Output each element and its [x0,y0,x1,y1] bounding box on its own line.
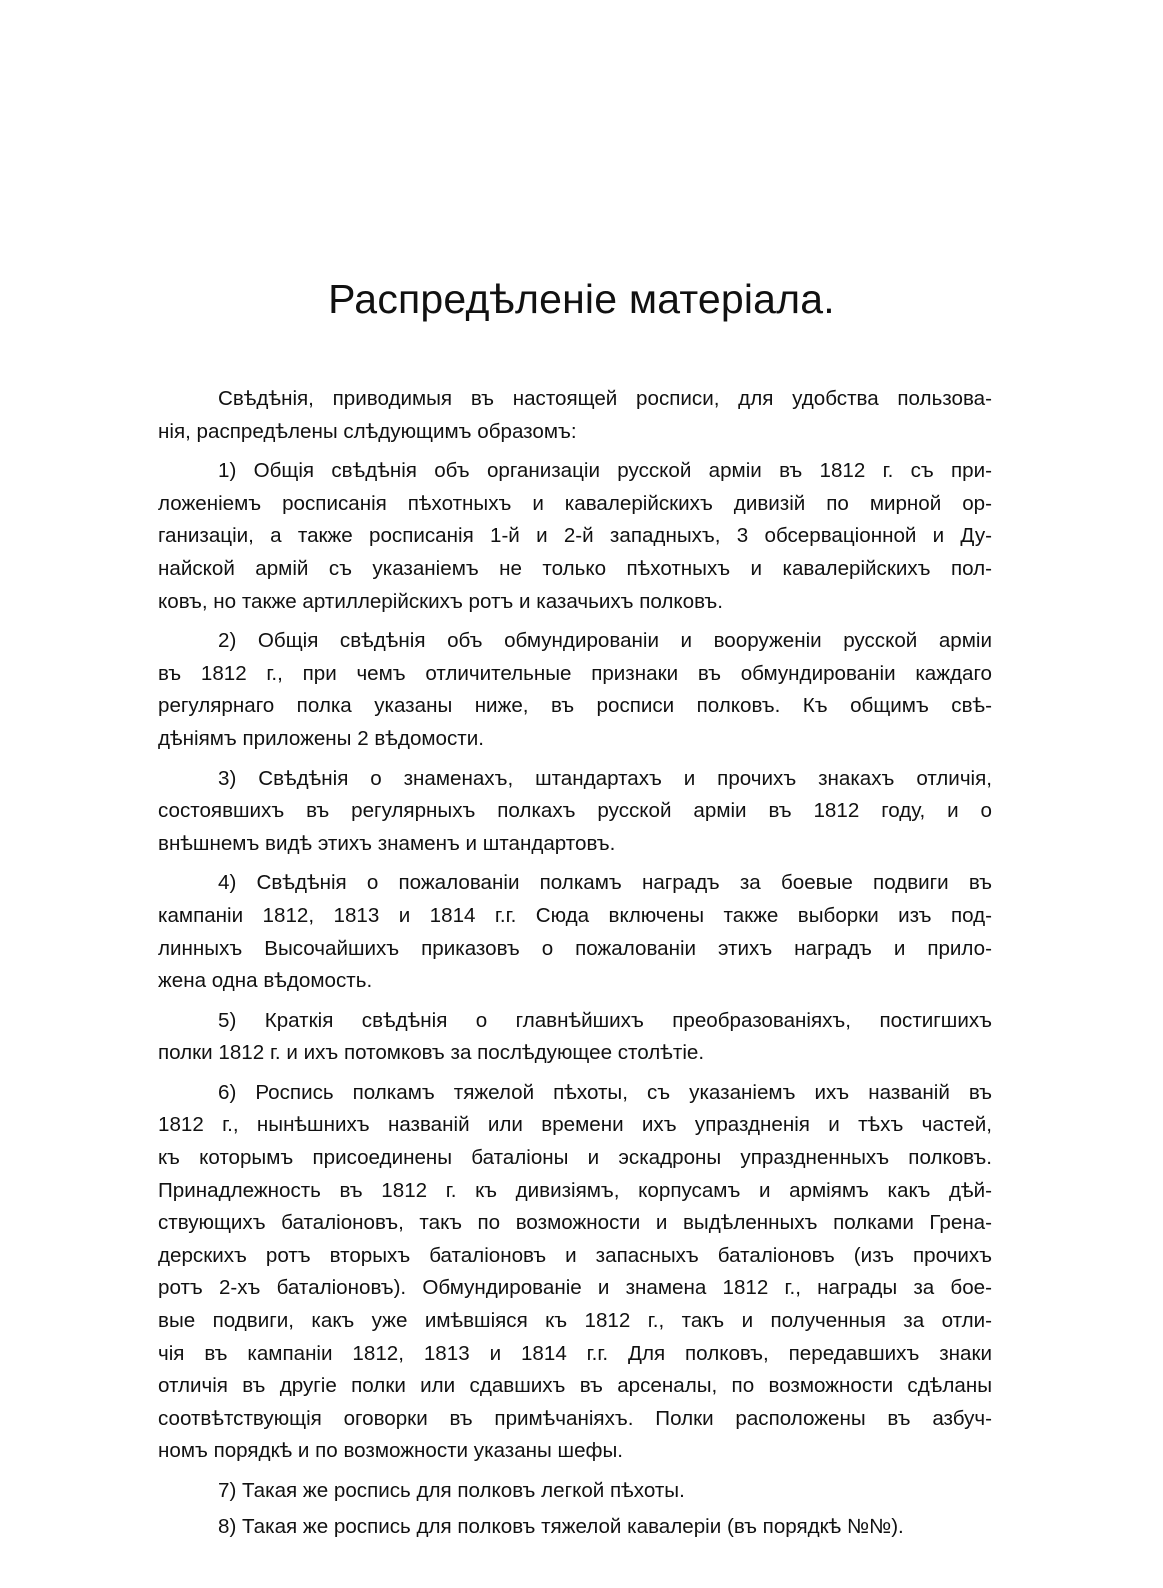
paragraph [158,763,992,861]
text-line: чія въ кампаніи 1812, 1813 и 1814 г.г. Для полковъ, передавшихъ знаки [158,1341,992,1365]
text-line: состоявшихъ въ регулярныхъ полкахъ русской арміи въ 1812 году, и о [158,799,992,823]
paragraph [158,625,992,755]
paragraph [158,1511,992,1544]
text-line: 1812 г., нынѣшнихъ названій или времени ихъ упраздненія и тѣхъ частей, [158,1113,992,1137]
text-line: регулярнаго полка указаны ниже, въ росписи полковъ. Къ общимъ свѣ- [158,694,992,718]
text-line: Принадлежность въ 1812 г. къ дивизіямъ, корпусамъ и арміямъ какъ дѣй- [158,1178,992,1202]
text-line: 2) Общія свѣдѣнія объ обмундированіи и вооруженіи русской арміи [218,629,992,653]
text-line: полки 1812 г. и ихъ потомковъ за послѣдующее столѣтіе. [158,1041,705,1065]
text-line: 8) Такая же роспись для полковъ тяжелой кавалеріи (въ порядкѣ №№). [218,1514,904,1538]
paragraph [158,1475,992,1508]
paragraph [158,1077,992,1468]
text-line: вые подвиги, какъ уже имѣвшіяся къ 1812 г., такъ и полученныя за отли- [158,1309,992,1333]
text-line: 6) Роспись полкамъ тяжелой пѣхоты, съ указаніемъ ихъ названій въ [218,1080,992,1104]
text-line: 4) Свѣдѣнія о пожалованіи полкамъ наградъ за боевые подвиги въ [218,871,992,895]
text-line: ложеніемъ росписанія пѣхотныхъ и кавалерійскихъ дивизій по мирной ор- [158,491,992,515]
text-line: ротъ 2-хъ баталіоновъ). Обмундированіе и знамена 1812 г., награды за бое- [158,1276,992,1300]
text-line: ганизаціи, а также росписанія 1-й и 2-й западныхъ, 3 обсерваціонной и Ду- [158,524,992,548]
text-line: отличія въ другіе полки или сдавшихъ въ арсеналы, по возможности сдѣланы [158,1374,992,1398]
page-title: Распредѣленіе матеріала. [328,276,835,322]
text-line: къ которымъ присоединены баталіоны и эскадроны упраздненныхъ полковъ. [158,1146,992,1170]
paragraph [158,867,992,997]
text-line: 1) Общія свѣдѣнія объ организаціи русской арміи въ 1812 г. съ при- [218,459,992,483]
text-line: линныхъ Высочайшихъ приказовъ о пожалованіи этихъ наградъ и прило- [158,936,992,960]
text-line: нія, распредѣлены слѣдующимъ образомъ: [158,419,577,443]
text-line: жена одна вѣдомость. [158,969,373,993]
text-line: номъ порядкѣ и по возможности указаны шефы. [158,1439,623,1463]
text-line: соотвѣтствующія оговорки въ примѣчаніяхъ. Полки расположены въ азбуч- [158,1406,992,1430]
text-line: въ 1812 г., при чемъ отличительные признаки въ обмундированіи каждаго [158,661,992,685]
text-line: 3) Свѣдѣнія о знаменахъ, штандартахъ и прочихъ знакахъ отличія, [218,766,992,790]
text-line: найской армій съ указаніемъ не только пѣхотныхъ и кавалерійскихъ пол- [158,556,992,580]
text-line: 7) Такая же роспись для полковъ легкой пѣхоты. [218,1479,685,1502]
paragraph [158,1005,992,1070]
text-line: кампаніи 1812, 1813 и 1814 г.г. Сюда включены также выборки изъ под- [158,903,992,927]
text-line: дерскихъ ротъ вторыхъ баталіоновъ и запасныхъ баталіоновъ (изъ прочихъ [158,1243,992,1267]
paragraph [158,455,992,618]
text-line: Свѣдѣнія, приводимыя въ настоящей росписи, для удобства пользова- [218,387,992,410]
text-line: 5) Краткія свѣдѣнія о главнѣйшихъ преобразованіяхъ, постигшихъ [218,1008,992,1032]
text-line: внѣшнемъ видѣ этихъ знаменъ и штандартовъ. [158,831,616,855]
paragraph [158,383,992,448]
text-line: ствующихъ баталіоновъ, такъ по возможности и выдѣленныхъ полками Грена- [158,1211,992,1235]
document-body [158,383,992,1546]
text-line: ковъ, но также артиллерійскихъ ротъ и казачьихъ полковъ. [158,589,723,613]
text-line: дѣніямъ приложены 2 вѣдомости. [158,726,484,750]
